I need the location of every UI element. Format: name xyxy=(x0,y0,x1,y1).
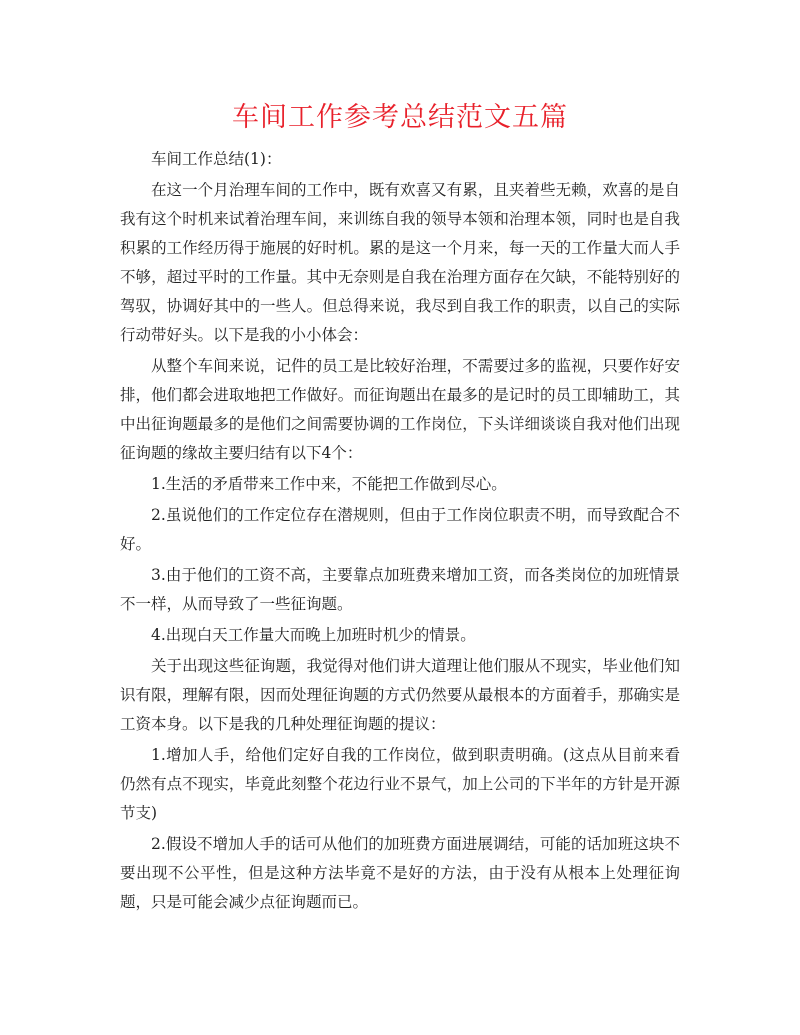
list-item: 2.虽说他们的工作定位存在潜规则，但由于工作岗位职责不明，而导致配合不好。 xyxy=(120,506,680,553)
paragraph-section-heading: 车间工作总结(1)： xyxy=(151,150,282,168)
list-item: 2.假设不增加人手的话可从他们的加班费方面进展调结，可能的话加班这块不要出现不公平性，但是这种方法毕竟不是好的方法，由于没有从根本上处理征询题，只是可能会减少点征询题而已。 xyxy=(120,835,680,911)
document-body xyxy=(120,145,680,917)
document-title: 车间工作参考总结范文五篇 xyxy=(232,102,568,133)
list-item: 4.出现白天工作量大而晚上加班时机少的情景。 xyxy=(151,626,476,644)
list-item: 1.增加人手，给他们定好自我的工作岗位，做到职责明确。(这点从目前来看仍然有点不现实，毕竟此刻整个花边行业不景气，加上公司的下半年的方针是开源节支) xyxy=(120,746,680,822)
paragraph: 从整个车间来说，记件的员工是比较好治理，不需要过多的监视，只要作好安排，他们都会进取地把工作做好。而征询题出在最多的是记时的员工即辅助工，其中出征询题最多的是他们之间需要协调的工作岗位，下头详细谈谈自我对他们出现征询题的缘故主要归结有以下4个： xyxy=(120,357,680,462)
list-item: 3.由于他们的工资不高，主要靠点加班费来增加工资，而各类岗位的加班情景不一样，从而导致了一些征询题。 xyxy=(120,566,680,613)
paragraph: 关于出现这些征询题，我觉得对他们讲大道理让他们服从不现实，毕业他们知识有限，理解有限，因而处理征询题的方式仍然要从最根本的方面着手，那确实是工资本身。以下是我的几种处理征询题的提议： xyxy=(120,657,680,733)
list-item: 1.生活的矛盾带来工作中来，不能把工作做到尽心。 xyxy=(151,475,507,493)
paragraph: 在这一个月治理车间的工作中，既有欢喜又有累，且夹着些无赖，欢喜的是自我有这个时机来试着治理车间，来训练自我的领导本领和治理本领，同时也是自我积累的工作经历得于施展的好时机。累的是这一个月来，每一天的工作量大而人手不够，超过平时的工作量。其中无奈则是自我在治理方面存在欠缺，不能特别好的驾驭，协调好其中的一些人。但总得来说，我尽到自我工作的职责，以自己的实际行动带好头。以下是我的小小体会： xyxy=(120,181,680,344)
